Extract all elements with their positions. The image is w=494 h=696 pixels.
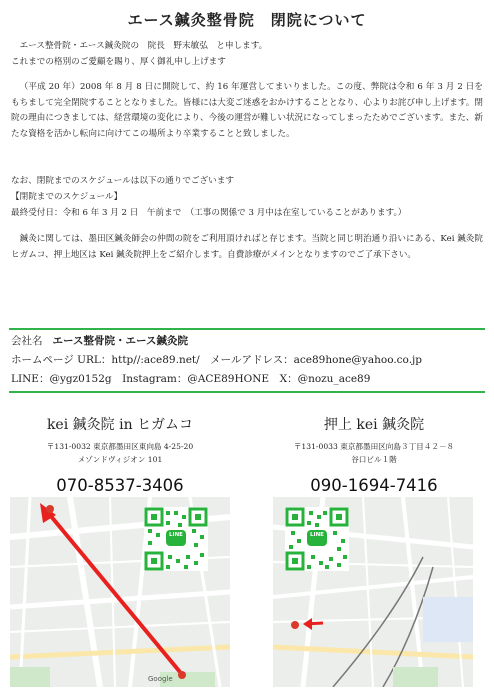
- qr-line-label: LINE: [169, 532, 183, 538]
- company-name: エース整骨院・エース鍼灸院: [52, 335, 188, 347]
- qr-line-label: LINE: [310, 532, 324, 538]
- greeting-line-2: これまでの格別のご愛顧を賜り、厚く御礼申し上げます: [11, 57, 226, 67]
- qr-code-icon: [144, 507, 208, 571]
- map-oshiage[interactable]: [273, 497, 473, 687]
- address-line-2: メゾンドヴィジオン 101: [77, 455, 163, 464]
- map-pin-icon: [291, 621, 299, 629]
- address-line-2: 谷口ビル１階: [351, 455, 397, 464]
- qr-code-icon: [285, 507, 349, 571]
- schedule-heading: 【閉院までのスケジュール】: [11, 192, 123, 202]
- clinic-address-oshiage: [264, 440, 484, 466]
- clinic-name-higamuko: kei 鍼灸院 in ヒガムコ: [46, 417, 194, 433]
- clinic-address-higamuko: [10, 440, 230, 466]
- map-pin-icon: [178, 671, 186, 679]
- greeting-line-1: エース整骨院・エース鍼灸院の 院長 野末敏弘 と申します。: [19, 41, 268, 51]
- qr-code-higamuko[interactable]: [144, 507, 208, 571]
- company-label: 会社名: [11, 335, 43, 347]
- homepage-line: ホームページ URL：http//:ace89.net/ メールアドレス：ace89hone@yahoo.co.jp: [11, 354, 423, 366]
- schedule-detail: 最終受付日：令和 6 年 3 月 2 日 午前まで （工事の関係で 3 月中は在室していることがあります。）: [11, 208, 407, 218]
- schedule-intro: なお、閉院までのスケジュールは以下の通りでございます: [11, 176, 234, 186]
- closure-paragraph: （平成 20 年）2008 年 8 月 8 日に開院して、約 16 年運営してまいりました。この度、弊院は令和 6 年 3 月 2 日をもちまして完全閉院することとなりました。皆様には大変ご迷惑をおかけすることとなり、心よりお詫び申し上げます。閉院の理由につきましては、経営環境の変化により、今後の運営が難しい状況になってしまったためでございます。また、新たな資格を活かし転向に向けてこの場所より卒業することと致しました。: [11, 82, 483, 139]
- company-line: [11, 332, 483, 351]
- map-higamuko[interactable]: [10, 497, 230, 687]
- map-credit: Google: [148, 675, 173, 683]
- map-pin-icon: [46, 505, 54, 513]
- sns-line: LINE：@ygz0152g Instagram：@ACE89HONE X：@nozu_ace89: [11, 373, 371, 385]
- divider-top: [9, 328, 485, 330]
- acupuncture-paragraph: 鍼灸に関しては、墨田区鍼灸師会の仲間の院をご利用頂ければと存じます。当院と同じ明治通り沿いにある、Kei 鍼灸院ヒガムコ、押上地区は Kei 鍼灸院押上をご紹介します。自費診療がメインとなりますのでご了承下さい。: [11, 234, 483, 260]
- page-title: エース鍼灸整骨院 閉院について: [127, 11, 367, 29]
- divider-bottom: [9, 391, 485, 393]
- phone-oshiage[interactable]: 090-1694-7416: [310, 476, 438, 495]
- phone-higamuko[interactable]: 070-8537-3406: [56, 476, 184, 495]
- qr-code-oshiage[interactable]: [285, 507, 349, 571]
- address-line-1: 〒131-0033 東京都墨田区向島３丁目４２－８: [293, 442, 455, 451]
- address-line-1: 〒131-0032 東京都墨田区東向島 4-25-20: [46, 442, 194, 451]
- clinic-name-oshiage: 押上 kei 鍼灸院: [323, 417, 425, 433]
